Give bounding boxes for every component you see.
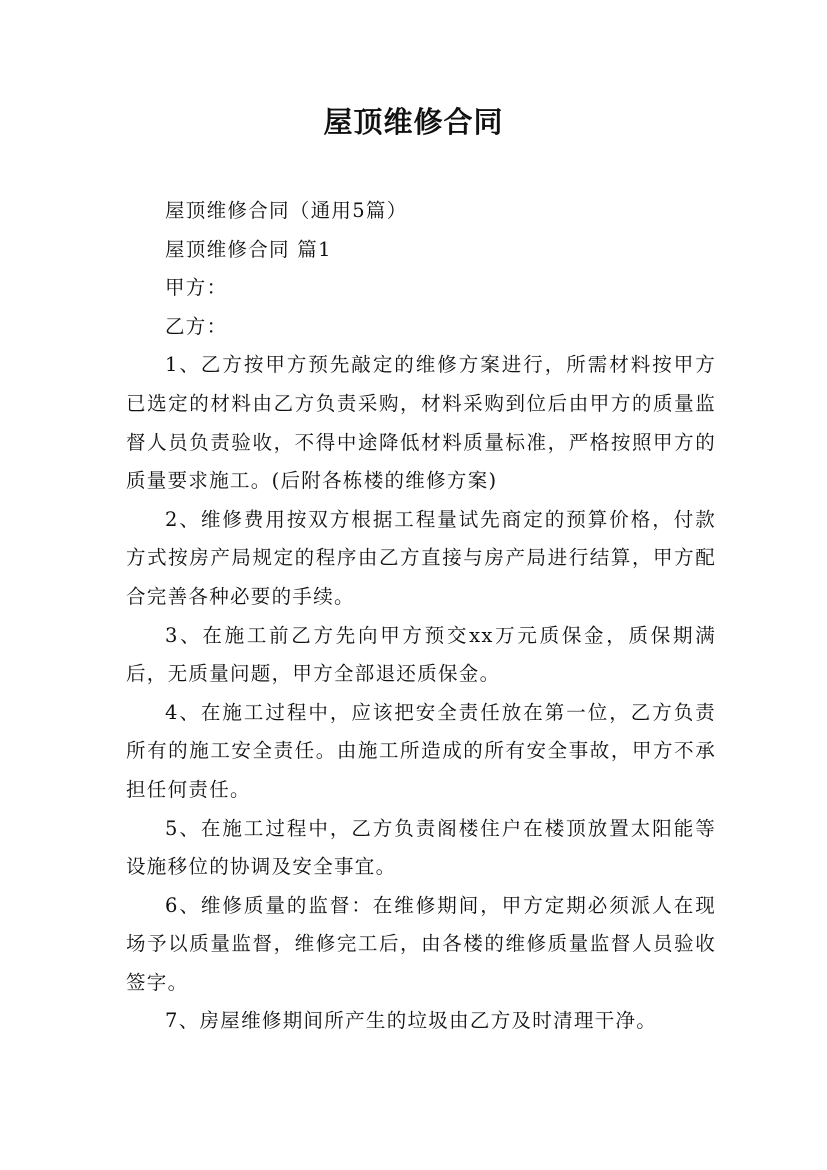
clause-2: 2、维修费用按双方根据工程量试先商定的预算价格，付款方式按房产局规定的程序由乙方直接与房产局进行结算，甲方配合完善各种必要的手续。 (126, 507, 716, 608)
document-subtitle: 屋顶维修合同（通用5篇） (165, 199, 408, 222)
clause-4: 4、在施工过程中，应该把安全责任放在第一位，乙方负责所有的施工安全责任。由施工所造成的所有安全事故，甲方不承担任何责任。 (126, 700, 716, 801)
clause-7: 7、房屋维修期间所产生的垃圾由乙方及时清理干净。 (165, 1009, 658, 1033)
clause-1: 1、乙方按甲方预先敲定的维修方案进行，所需材料按甲方已选定的材料由乙方负责采购，材料采购到位后由甲方的质量监督人员负责验收，不得中途降低材料质量标准，严格按照甲方的质量要求施工。(后附各栋楼的维修方案) (126, 353, 716, 493)
party-b-label: 乙方： (165, 314, 228, 338)
clause-6: 6、维修质量的监督：在维修期间，甲方定期必须派人在现场予以质量监督，维修完工后，由各楼的维修质量监督人员验收签字。 (126, 893, 716, 994)
section-heading: 屋顶维修合同 篇1 (165, 237, 332, 261)
document-title: 屋顶维修合同 (323, 105, 504, 139)
clause-3: 3、在施工前乙方先向甲方预交xx万元质保金，质保期满后，无质量问题，甲方全部退还质保金。 (126, 623, 716, 686)
clause-5: 5、在施工过程中，乙方负责阁楼住户在楼顶放置太阳能等设施移位的协调及安全事宜。 (126, 816, 716, 879)
document-body (126, 192, 716, 1041)
party-a-label: 甲方： (165, 276, 228, 300)
